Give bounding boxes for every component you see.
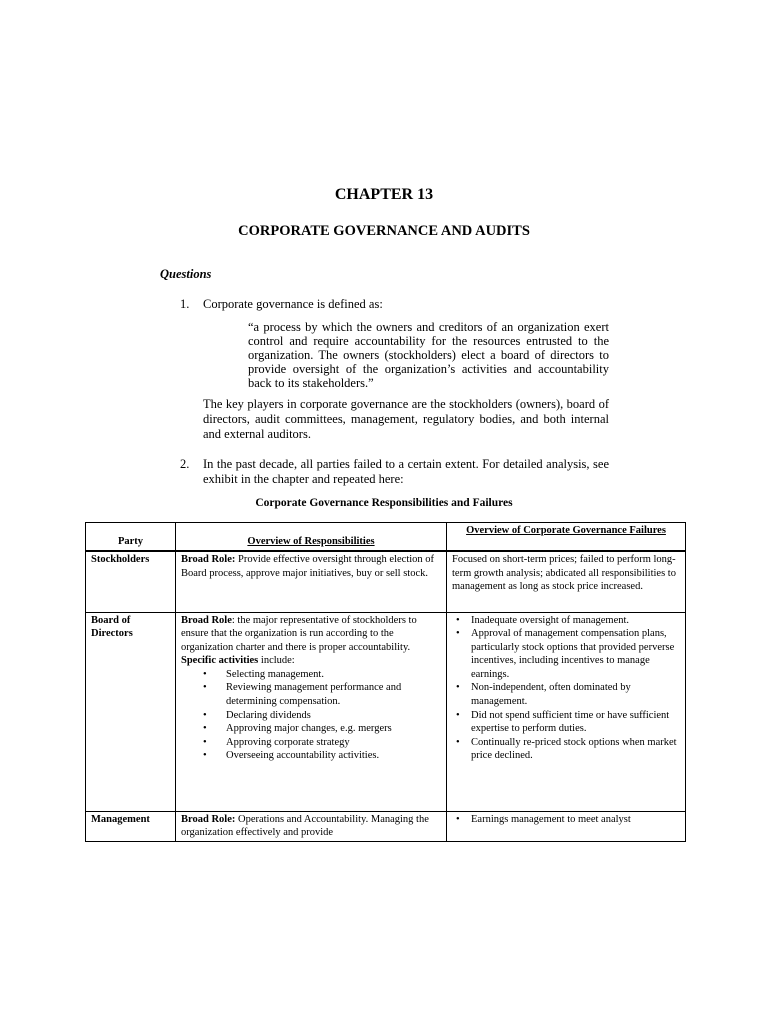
list-item: • Approving major changes, e.g. mergers xyxy=(181,722,441,736)
header-failures: Overview of Corporate Governance Failures xyxy=(447,523,686,552)
party-management: Management xyxy=(86,811,176,841)
list-item: • Selecting management. xyxy=(181,668,441,682)
role-label: Broad Role: xyxy=(181,813,236,825)
chapter-title: CHAPTER 13 xyxy=(334,186,434,203)
board-failures xyxy=(447,612,686,811)
list-item: • Continually re-priced stock options when market price declined. xyxy=(452,736,680,763)
stockholders-responsibilities xyxy=(176,551,447,612)
definition-quote: “a process by which the owners and creditors of an organization exert control and require accountability for the resources entrusted to the organization. The owners (stockholders) elect a board of directors to provide oversight of the organization’s activities and accountability back to its stakeholders.” xyxy=(248,320,609,390)
list-item: • Non-independent, often dominated by management. xyxy=(452,681,680,708)
role-text: Provide effective oversight through election of Board process, approve major initiatives, buy or sell stock. xyxy=(181,554,435,579)
management-failures xyxy=(447,811,686,841)
header-responsibilities: Overview of Responsibilities xyxy=(176,523,447,552)
stockholders-failures: Focused on short-term prices; failed to perform long-term growth analysis; abdicated all responsibilities to management as long as stock price increased. xyxy=(447,551,686,612)
list-item: • Reviewing management performance and determining compensation. xyxy=(181,681,441,708)
specific-label: Specific activities xyxy=(181,655,259,667)
board-responsibilities xyxy=(176,612,447,811)
key-players-paragraph: The key players in corporate governance are the stockholders (owners), board of directors, audit committees, management, regulatory bodies, and both internal and external auditors. xyxy=(203,397,609,441)
table-row-board xyxy=(86,612,686,811)
role-label: Broad Role xyxy=(181,614,232,626)
board-failures-list xyxy=(452,614,680,764)
question-2-number: 2. xyxy=(180,457,190,471)
management-failures-list xyxy=(452,813,680,827)
list-item: • Approval of management compensation plans, particularly stock options that provided perverse incentives, including incentives to manage earnings. xyxy=(452,627,680,681)
question-1-text: Corporate governance is defined as: xyxy=(203,297,383,311)
chapter-subtitle: CORPORATE GOVERNANCE AND AUDITS xyxy=(238,223,530,239)
governance-table xyxy=(85,522,686,842)
header-party: Party xyxy=(86,523,176,552)
list-item: • Declaring dividends xyxy=(181,709,441,723)
role-text: : the major representative of stockholders to ensure that the organization is run according to the organization charter and there is proper accountability. xyxy=(181,614,417,653)
specific-text: include: xyxy=(258,655,295,667)
list-item: • Earnings management to meet analyst xyxy=(452,813,680,827)
list-item: • Inadequate oversight of management. xyxy=(452,614,680,628)
role-label: Broad Role: xyxy=(181,554,236,565)
table-header-row xyxy=(86,523,686,552)
list-item: • Did not spend sufficient time or have sufficient expertise to perform duties. xyxy=(452,709,680,736)
board-activities-list xyxy=(181,668,441,763)
question-2-text: In the past decade, all parties failed to a certain extent. For detailed analysis, see exhibit in the chapter and repeated here: xyxy=(203,457,609,486)
table-title: Corporate Governance Responsibilities and Failures xyxy=(255,497,513,509)
table-row-management xyxy=(86,811,686,841)
list-item: • Overseeing accountability activities. xyxy=(181,749,441,763)
question-1-number: 1. xyxy=(180,297,190,311)
role-text: Operations and Accountability. Managing the organization effectively and provide xyxy=(181,813,429,839)
table-row-stockholders xyxy=(86,551,686,612)
party-board: Board of Directors xyxy=(86,612,176,811)
party-stockholders: Stockholders xyxy=(86,551,176,612)
list-item: • Approving corporate strategy xyxy=(181,736,441,750)
management-responsibilities xyxy=(176,811,447,841)
section-label: Questions xyxy=(160,267,212,281)
